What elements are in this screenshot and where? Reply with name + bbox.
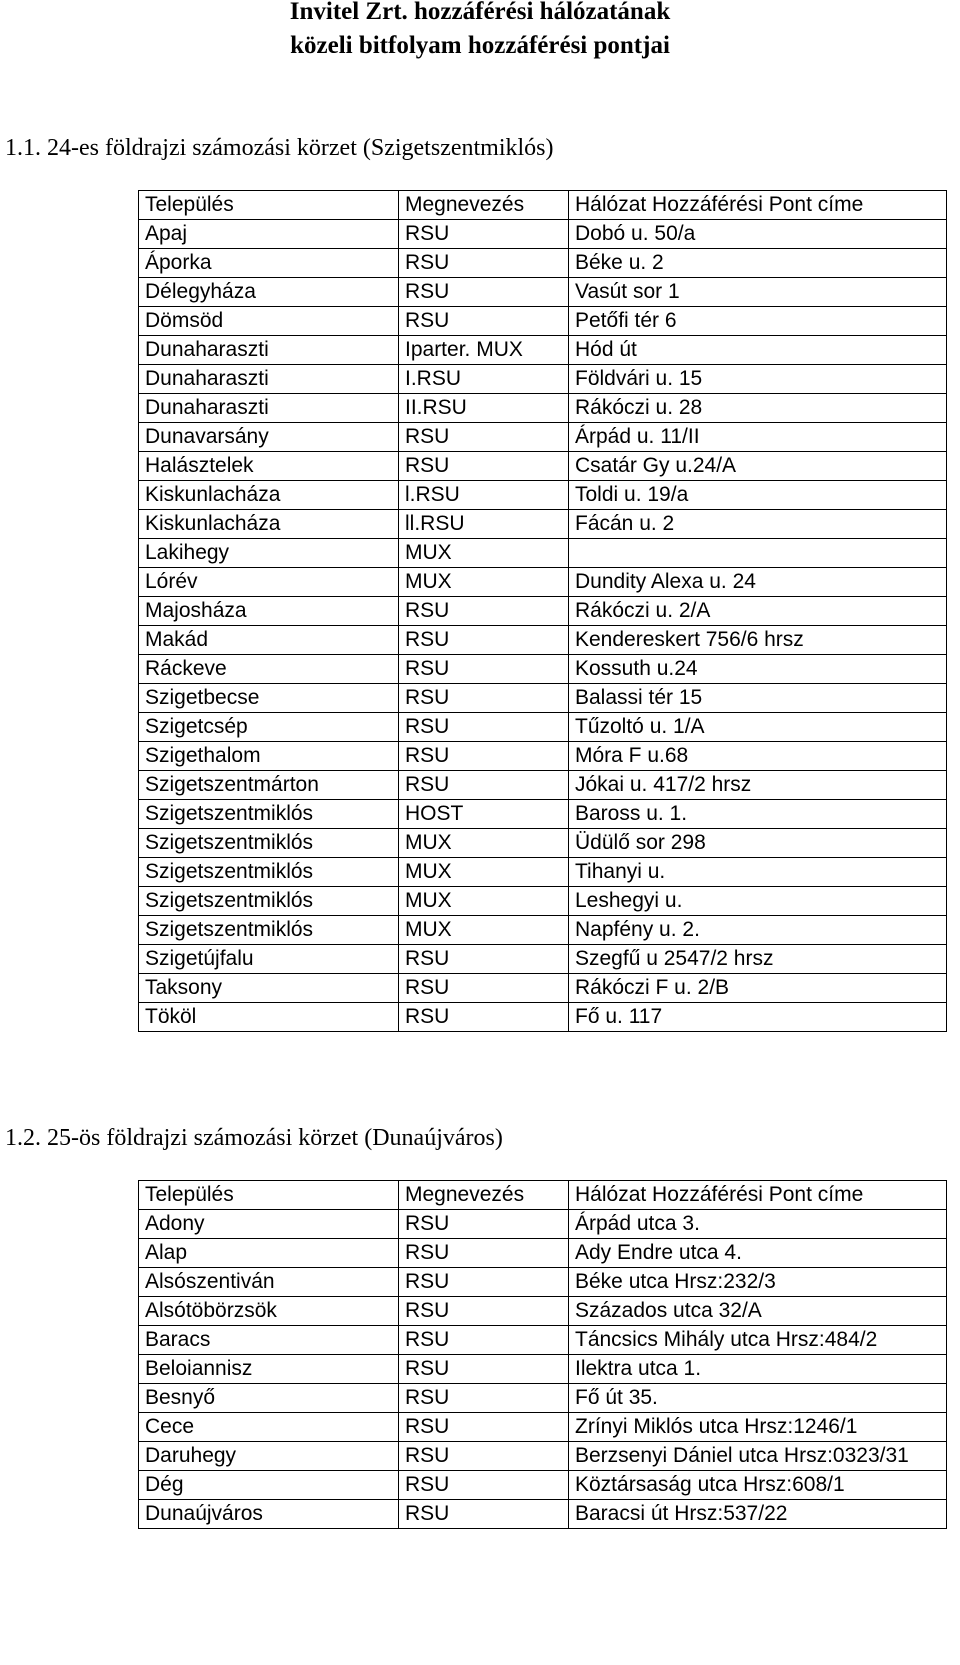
- designation-cell: RSU: [399, 771, 569, 800]
- table-row: [139, 713, 947, 742]
- designation-cell: RSU: [399, 1471, 569, 1500]
- address-cell: Fő u. 117: [569, 1003, 947, 1032]
- table-header-row: [139, 1181, 947, 1210]
- designation-cell: RSU: [399, 1239, 569, 1268]
- table-row: [139, 1384, 947, 1413]
- settlement-cell: Dunaújváros: [139, 1500, 399, 1529]
- table-row: [139, 452, 947, 481]
- designation-cell: RSU: [399, 1268, 569, 1297]
- address-cell: Rákóczi F u. 2/B: [569, 974, 947, 1003]
- address-cell: Béke utca Hrsz:232/3: [569, 1268, 947, 1297]
- address-cell: Toldi u. 19/a: [569, 481, 947, 510]
- table-row: [139, 249, 947, 278]
- designation-cell: MUX: [399, 858, 569, 887]
- settlement-cell: Apaj: [139, 220, 399, 249]
- column-header-settlement: Település: [139, 1181, 399, 1210]
- designation-cell: I.RSU: [399, 365, 569, 394]
- designation-cell: RSU: [399, 1326, 569, 1355]
- settlement-cell: Szigetújfalu: [139, 945, 399, 974]
- address-cell: Ady Endre utca 4.: [569, 1239, 947, 1268]
- settlement-cell: Ráckeve: [139, 655, 399, 684]
- table-row: [139, 974, 947, 1003]
- table-row: [139, 336, 947, 365]
- designation-cell: l.RSU: [399, 481, 569, 510]
- designation-cell: MUX: [399, 887, 569, 916]
- designation-cell: RSU: [399, 278, 569, 307]
- settlement-cell: Szigetcsép: [139, 713, 399, 742]
- section-heading-25: 1.2. 25-ös földrajzi számozási körzet (Dunaújváros): [5, 1125, 503, 1151]
- designation-cell: RSU: [399, 597, 569, 626]
- designation-cell: RSU: [399, 249, 569, 278]
- settlement-cell: Makád: [139, 626, 399, 655]
- settlement-cell: Dunaharaszti: [139, 394, 399, 423]
- table-row: [139, 568, 947, 597]
- column-header-designation: Megnevezés: [399, 191, 569, 220]
- settlement-cell: Dunavarsány: [139, 423, 399, 452]
- address-cell: Tűzoltó u. 1/A: [569, 713, 947, 742]
- settlement-cell: Daruhegy: [139, 1442, 399, 1471]
- designation-cell: RSU: [399, 423, 569, 452]
- address-cell: Köztársaság utca Hrsz:608/1: [569, 1471, 947, 1500]
- table-row: [139, 1210, 947, 1239]
- address-cell: Leshegyi u.: [569, 887, 947, 916]
- settlement-cell: Szigetszentmiklós: [139, 887, 399, 916]
- designation-cell: RSU: [399, 974, 569, 1003]
- address-cell: Árpád utca 3.: [569, 1210, 947, 1239]
- settlement-cell: Adony: [139, 1210, 399, 1239]
- address-cell: Kossuth u.24: [569, 655, 947, 684]
- designation-cell: RSU: [399, 1355, 569, 1384]
- address-cell: Baross u. 1.: [569, 800, 947, 829]
- designation-cell: RSU: [399, 1003, 569, 1032]
- designation-cell: RSU: [399, 684, 569, 713]
- table-body-25: [139, 1210, 947, 1529]
- table-row: [139, 365, 947, 394]
- table-row: [139, 684, 947, 713]
- table-body-24: [139, 220, 947, 1032]
- settlement-cell: Beloiannisz: [139, 1355, 399, 1384]
- designation-cell: RSU: [399, 1210, 569, 1239]
- table-row: [139, 481, 947, 510]
- document-title-line1: Invitel Zrt. hozzáférési hálózatának: [289, 0, 671, 25]
- address-cell: Szegfű u 2547/2 hrsz: [569, 945, 947, 974]
- designation-cell: RSU: [399, 1413, 569, 1442]
- address-cell: Vasút sor 1: [569, 278, 947, 307]
- settlement-cell: Alap: [139, 1239, 399, 1268]
- designation-cell: RSU: [399, 452, 569, 481]
- address-cell: Csatár Gy u.24/A: [569, 452, 947, 481]
- settlement-cell: Kiskunlacháza: [139, 481, 399, 510]
- table-row: [139, 1500, 947, 1529]
- settlement-cell: Délegyháza: [139, 278, 399, 307]
- address-cell: Táncsics Mihály utca Hrsz:484/2: [569, 1326, 947, 1355]
- table-row: [139, 394, 947, 423]
- address-cell: Móra F u.68: [569, 742, 947, 771]
- designation-cell: MUX: [399, 568, 569, 597]
- address-cell: Dundity Alexa u. 24: [569, 568, 947, 597]
- settlement-cell: Alsótöbörzsök: [139, 1297, 399, 1326]
- table-row: [139, 945, 947, 974]
- address-cell: Rákóczi u. 28: [569, 394, 947, 423]
- table-row: [139, 220, 947, 249]
- address-cell: Dobó u. 50/a: [569, 220, 947, 249]
- designation-cell: ll.RSU: [399, 510, 569, 539]
- settlement-cell: Szigetszentmiklós: [139, 916, 399, 945]
- table-row: [139, 1355, 947, 1384]
- access-points-table-25: [138, 1180, 947, 1529]
- address-cell: Rákóczi u. 2/A: [569, 597, 947, 626]
- designation-cell: RSU: [399, 742, 569, 771]
- address-cell: Ilektra utca 1.: [569, 1355, 947, 1384]
- table-header-row: [139, 191, 947, 220]
- designation-cell: MUX: [399, 916, 569, 945]
- settlement-cell: Kiskunlacháza: [139, 510, 399, 539]
- column-header-address: Hálózat Hozzáférési Pont címe: [569, 1181, 947, 1210]
- table-row: [139, 887, 947, 916]
- table-row: [139, 307, 947, 336]
- address-cell: Fácán u. 2: [569, 510, 947, 539]
- table-row: [139, 1239, 947, 1268]
- designation-cell: RSU: [399, 1297, 569, 1326]
- address-cell: Béke u. 2: [569, 249, 947, 278]
- table-row: [139, 1268, 947, 1297]
- column-header-address: Hálózat Hozzáférési Pont címe: [569, 191, 947, 220]
- designation-cell: RSU: [399, 1500, 569, 1529]
- table-row: [139, 771, 947, 800]
- designation-cell: RSU: [399, 1384, 569, 1413]
- table-row: [139, 1471, 947, 1500]
- table-row: [139, 278, 947, 307]
- document-title-line2: közeli bitfolyam hozzáférési pontjai: [290, 32, 670, 59]
- settlement-cell: Lórév: [139, 568, 399, 597]
- address-cell: Százados utca 32/A: [569, 1297, 947, 1326]
- settlement-cell: Lakihegy: [139, 539, 399, 568]
- address-cell: Jókai u. 417/2 hrsz: [569, 771, 947, 800]
- settlement-cell: Szigetszentmiklós: [139, 858, 399, 887]
- settlement-cell: Majosháza: [139, 597, 399, 626]
- column-header-settlement: Település: [139, 191, 399, 220]
- address-cell: Baracsi út Hrsz:537/22: [569, 1500, 947, 1529]
- designation-cell: MUX: [399, 539, 569, 568]
- table-row: [139, 539, 947, 568]
- designation-cell: Iparter. MUX: [399, 336, 569, 365]
- table-row: [139, 800, 947, 829]
- designation-cell: RSU: [399, 713, 569, 742]
- address-cell: Kendereskert 756/6 hrsz: [569, 626, 947, 655]
- address-cell: Üdülő sor 298: [569, 829, 947, 858]
- settlement-cell: Dunaharaszti: [139, 336, 399, 365]
- access-points-table-24: [138, 190, 947, 1032]
- table-row: [139, 423, 947, 452]
- designation-cell: MUX: [399, 829, 569, 858]
- designation-cell: RSU: [399, 220, 569, 249]
- settlement-cell: Szigetszentmárton: [139, 771, 399, 800]
- address-cell: Hód út: [569, 336, 947, 365]
- table-row: [139, 510, 947, 539]
- column-header-designation: Megnevezés: [399, 1181, 569, 1210]
- table-row: [139, 626, 947, 655]
- section-heading-24: 1.1. 24-es földrajzi számozási körzet (Szigetszentmiklós): [5, 135, 554, 161]
- table-row: [139, 1326, 947, 1355]
- table-row: [139, 829, 947, 858]
- settlement-cell: Halásztelek: [139, 452, 399, 481]
- address-cell: Földvári u. 15: [569, 365, 947, 394]
- table-row: [139, 916, 947, 945]
- table-row: [139, 655, 947, 684]
- settlement-cell: Baracs: [139, 1326, 399, 1355]
- table-row: [139, 1003, 947, 1032]
- settlement-cell: Cece: [139, 1413, 399, 1442]
- settlement-cell: Dunaharaszti: [139, 365, 399, 394]
- table-row: [139, 1413, 947, 1442]
- table-row: [139, 858, 947, 887]
- settlement-cell: Dég: [139, 1471, 399, 1500]
- designation-cell: RSU: [399, 655, 569, 684]
- address-cell: Berzsenyi Dániel utca Hrsz:0323/31: [569, 1442, 947, 1471]
- table-row: [139, 742, 947, 771]
- designation-cell: RSU: [399, 1442, 569, 1471]
- settlement-cell: Tököl: [139, 1003, 399, 1032]
- designation-cell: RSU: [399, 945, 569, 974]
- settlement-cell: Dömsöd: [139, 307, 399, 336]
- settlement-cell: Áporka: [139, 249, 399, 278]
- settlement-cell: Szigetszentmiklós: [139, 800, 399, 829]
- settlement-cell: Szigetszentmiklós: [139, 829, 399, 858]
- designation-cell: RSU: [399, 307, 569, 336]
- settlement-cell: Alsószentiván: [139, 1268, 399, 1297]
- address-cell: Zrínyi Miklós utca Hrsz:1246/1: [569, 1413, 947, 1442]
- address-cell: Napfény u. 2.: [569, 916, 947, 945]
- settlement-cell: Szigetbecse: [139, 684, 399, 713]
- table-row: [139, 1442, 947, 1471]
- address-cell: Tihanyi u.: [569, 858, 947, 887]
- address-cell: Balassi tér 15: [569, 684, 947, 713]
- designation-cell: HOST: [399, 800, 569, 829]
- settlement-cell: Besnyő: [139, 1384, 399, 1413]
- settlement-cell: Taksony: [139, 974, 399, 1003]
- designation-cell: II.RSU: [399, 394, 569, 423]
- settlement-cell: Szigethalom: [139, 742, 399, 771]
- address-cell: [569, 539, 947, 568]
- address-cell: Petőfi tér 6: [569, 307, 947, 336]
- table-row: [139, 597, 947, 626]
- table-row: [139, 1297, 947, 1326]
- address-cell: Fő út 35.: [569, 1384, 947, 1413]
- designation-cell: RSU: [399, 626, 569, 655]
- address-cell: Árpád u. 11/II: [569, 423, 947, 452]
